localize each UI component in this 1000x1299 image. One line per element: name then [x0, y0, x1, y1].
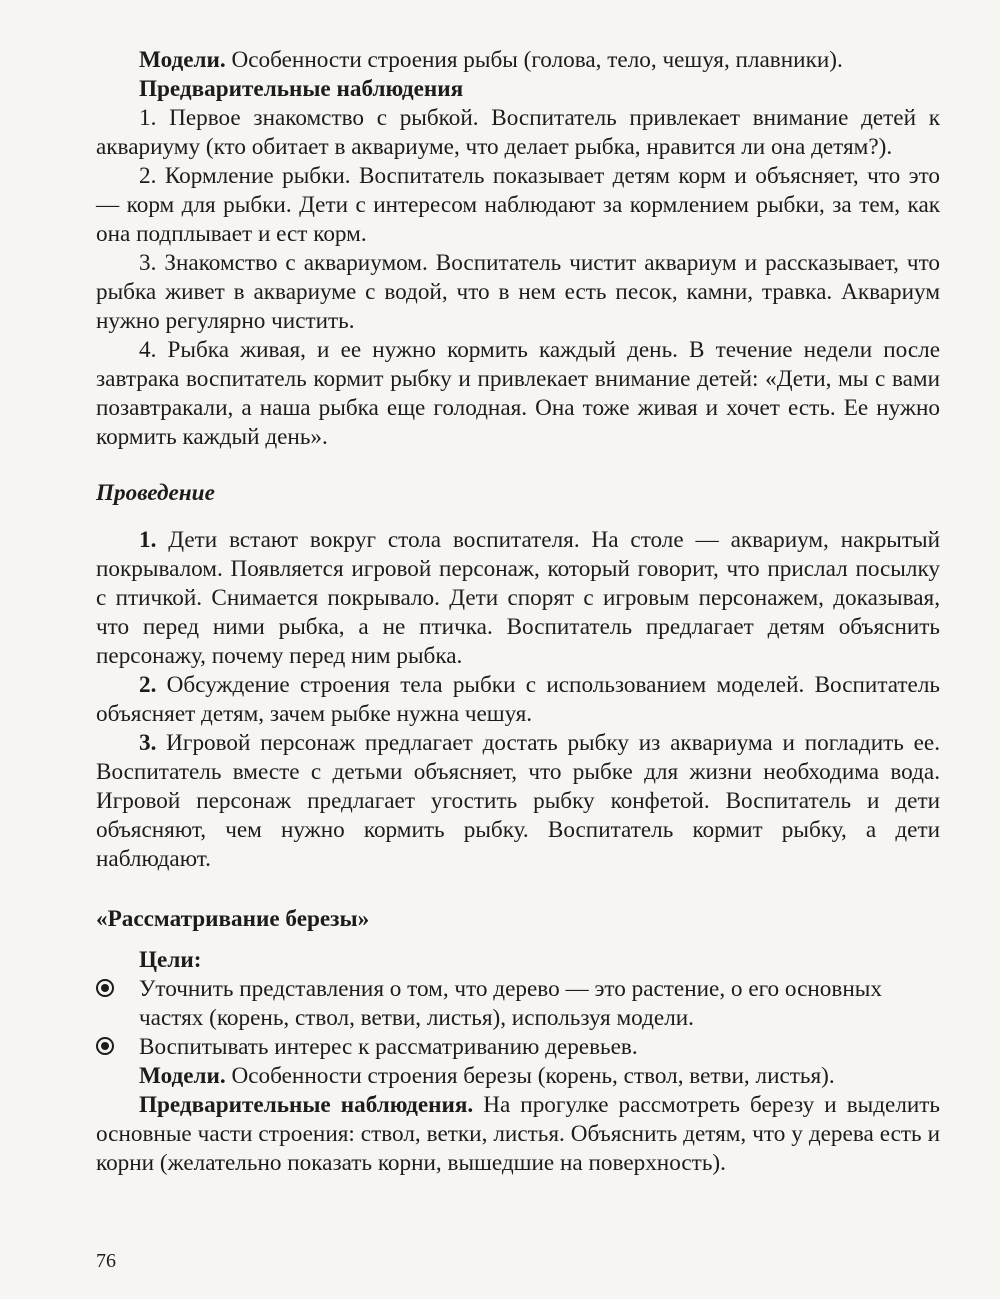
conduct-item-2 [96, 671, 940, 729]
models-fish-paragraph [96, 46, 940, 75]
conduct-heading: Проведение [96, 480, 215, 506]
prelim-birch-text: На прогулке рассмотреть березу и выделить основные части строения: ствол, ветки, листья. Объяснить детям, что у дерева есть и корни (желательно показать корни, вышедшие на поверхность). [96, 1092, 941, 1176]
goal-item-2-text: Воспитывать интерес к рассматриванию деревьев. [139, 1034, 638, 1060]
conduct-item-1 [96, 526, 940, 671]
goal-item-1-text: Уточнить представления о том, что дерево — это растение, о его основных частях (корень, ствол, ветви, листья), используя модели. [139, 976, 882, 1031]
prelim-fish-item-3: 3. Знакомство с аквариумом. Воспитатель чистит аквариум и рассказывает, что рыбка живет в аквариуме с водой, что в нем есть песок, камни, травка. Аквариум нужно регулярно чистить. [96, 250, 940, 334]
bullet-icon [96, 1037, 114, 1055]
models-birch-text: Особенности строения березы (корень, ствол, ветви, листья). [225, 1063, 835, 1089]
conduct-item-3 [96, 729, 940, 874]
models-birch-label: Модели. [139, 1063, 226, 1089]
conduct-item-1-num: 1. [139, 527, 157, 553]
prelim-birch-paragraph [96, 1091, 940, 1178]
models-birch-paragraph [96, 1062, 940, 1091]
prelim-fish-item-1: 1. Первое знакомство с рыбкой. Воспитатель привлекает внимание детей к аквариуму (кто обитает в аквариуме, что делает рыбка, нравится ли она детям?). [96, 105, 940, 160]
models-fish-text: Особенности строения рыбы (голова, тело, чешуя, плавники). [225, 47, 843, 73]
conduct-item-1-text: Дети встают вокруг стола воспитателя. На столе — аквариум, накрытый покрывалом. Появляется игровой персонаж, который говорит, что прислал посылку с птичкой. Снимается покрывало. Дети спорят с игровым персонажем, доказывая, что перед ними рыбка, а не птичка. Воспитатель предлагает детям объяснить персонажу, почему перед ним рыбка. [96, 527, 940, 669]
goal-item-2 [96, 1033, 940, 1062]
goal-item-1 [96, 975, 940, 1033]
conduct-item-2-num: 2. [139, 672, 157, 698]
prelim-fish-title: Предварительные наблюдения [139, 76, 464, 102]
bullet-icon [96, 979, 114, 997]
goals-title: Цели: [139, 947, 202, 973]
conduct-item-3-num: 3. [139, 730, 157, 756]
page-content [96, 46, 940, 1178]
models-fish-label: Модели. [139, 47, 226, 73]
prelim-birch-label: Предварительные наблюдения. [139, 1092, 474, 1118]
page-number: 76 [96, 1250, 116, 1272]
prelim-fish-item-2: 2. Кормление рыбки. Воспитатель показывает детям корм и объясняет, что это — корм для рыбки. Дети с интересом наблюдают за кормлением рыбки, за тем, как она подплывает и ест корм. [96, 163, 940, 247]
birch-heading: «Рассматривание березы» [96, 906, 370, 932]
prelim-fish-item-4: 4. Рыбка живая, и ее нужно кормить каждый день. В течение недели после завтрака воспитатель кормит рыбку и привлекает внимание детей: «Дети, мы с вами позавтракали, а наша рыбка еще голодная. Она тоже живая и хочет есть. Ее нужно кормить каждый день». [96, 337, 940, 450]
conduct-item-2-text: Обсуждение строения тела рыбки с использованием моделей. Воспитатель объясняет детям, зачем рыбке нужна чешуя. [96, 672, 940, 727]
conduct-item-3-text: Игровой персонаж предлагает достать рыбку из аквариума и погладить ее. Воспитатель вместе с детьми объясняет, что рыбке для жизни необходима вода. Игровой персонаж предлагает угостить рыбку конфетой. Воспитатель и дети объясняют, чем нужно кормить рыбку. Воспитатель кормит рыбку, а дети наблюдают. [96, 730, 940, 872]
